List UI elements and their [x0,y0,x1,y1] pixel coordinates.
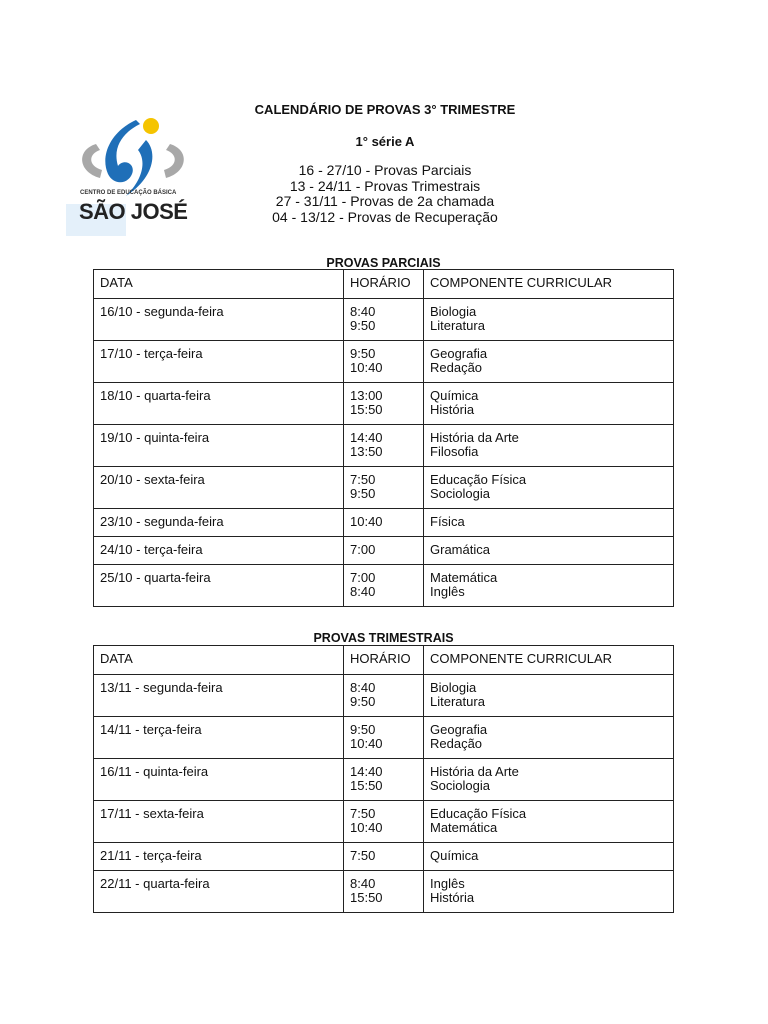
date-cell: 22/11 - quarta-feira [94,871,344,913]
time-value: 14:40 [350,430,383,445]
subject-value: Gramática [430,542,490,557]
school-logo [66,106,200,236]
table-row [94,467,674,509]
subject-value: Matemática [430,570,498,585]
subject-value: Educação Física [430,806,527,821]
time-value: 9:50 [350,694,376,709]
period-item: 13 - 24/11 - Provas Trimestrais [289,177,481,194]
subject-cell [424,675,674,717]
subject-cell [424,537,674,565]
subject-cell [424,717,674,759]
time-cell [344,843,424,871]
time-cell [344,565,424,607]
subject-value: Filosofia [430,444,479,459]
subject-value: Literatura [430,694,485,709]
time-cell [344,341,424,383]
date-cell: 17/11 - sexta-feira [94,801,344,843]
table-row [94,537,674,565]
date-cell: 20/10 - sexta-feira [94,467,344,509]
time-value: 10:40 [350,736,383,751]
time-cell [344,537,424,565]
subject-cell [424,467,674,509]
period-item: 04 - 13/12 - Provas de Recuperação [272,208,498,225]
table-row [94,843,674,871]
subject-value: Geografia [430,722,488,737]
subject-cell [424,801,674,843]
date-cell: 23/10 - segunda-feira [94,509,344,537]
document-title: CALENDÁRIO DE PROVAS 3° TRIMESTRE [254,102,516,117]
table-row [94,565,674,607]
table-row [94,425,674,467]
subject-value: Educação Física [430,472,527,487]
time-value: 7:50 [350,472,376,487]
date-cell: 17/10 - terça-feira [94,341,344,383]
period-item: 27 - 31/11 - Provas de 2a chamada [275,193,495,209]
subject-value: Biologia [430,304,477,319]
subject-cell [424,871,674,913]
section-title-parciais: PROVAS PARCIAIS [326,256,441,270]
time-cell [344,425,424,467]
subject-value: Redação [430,736,483,751]
subject-cell [424,509,674,537]
logo-small-text: CENTRO DE EDUCAÇÃO BÁSICA [80,190,177,196]
column-header-componente: COMPONENTE CURRICULAR [424,646,674,675]
table-row [94,675,674,717]
subject-value: Geografia [430,346,488,361]
time-cell [344,717,424,759]
table-header-row [94,646,674,675]
time-value: 13:50 [350,444,383,459]
time-cell [344,675,424,717]
table-row [94,341,674,383]
table-row [94,299,674,341]
time-value: 8:40 [350,876,376,891]
date-cell: 21/11 - terça-feira [94,843,344,871]
class-name: 1° série A [355,134,415,149]
column-header-componente: COMPONENTE CURRICULAR [424,270,674,299]
table-row [94,383,674,425]
table-row [94,871,674,913]
time-value: 9:50 [350,318,376,333]
subject-cell [424,565,674,607]
time-value: 9:50 [350,346,376,361]
time-value: 15:50 [350,890,383,905]
subject-cell [424,299,674,341]
subject-value: História [430,890,475,905]
subject-value: História [430,402,475,417]
subject-value: Inglês [430,584,465,599]
time-value: 13:00 [350,388,383,403]
time-cell [344,383,424,425]
time-cell [344,509,424,537]
subject-value: Literatura [430,318,485,333]
subject-cell [424,425,674,467]
time-value: 15:50 [350,778,383,793]
table-header-row [94,270,674,299]
time-value: 7:00 [350,570,376,585]
subject-cell [424,843,674,871]
subject-value: Inglês [430,876,465,891]
time-cell [344,871,424,913]
time-value: 7:50 [350,806,376,821]
time-value: 9:50 [350,486,376,501]
subject-value: Biologia [430,680,477,695]
date-cell: 16/11 - quinta-feira [94,759,344,801]
time-value: 7:50 [350,848,376,863]
time-value: 15:50 [350,402,383,417]
date-cell: 16/10 - segunda-feira [94,299,344,341]
subject-cell [424,759,674,801]
subject-cell [424,341,674,383]
table-row [94,801,674,843]
time-value: 10:40 [350,820,383,835]
date-cell: 19/10 - quinta-feira [94,425,344,467]
subject-value: História da Arte [430,430,519,445]
date-cell: 25/10 - quarta-feira [94,565,344,607]
time-cell [344,467,424,509]
section-title-trimestrais: PROVAS TRIMESTRAIS [313,631,454,645]
time-cell [344,801,424,843]
logo-name: SÃO JOSÉ [79,199,188,224]
time-value: 10:40 [350,514,383,529]
column-header-data: DATA [94,270,344,299]
table-row [94,717,674,759]
time-value: 10:40 [350,360,383,375]
date-cell: 14/11 - terça-feira [94,717,344,759]
subject-value: História da Arte [430,764,519,779]
time-value: 8:40 [350,584,376,599]
table-parciais [93,269,674,607]
subject-value: Física [430,514,465,529]
date-cell: 18/10 - quarta-feira [94,383,344,425]
time-value: 9:50 [350,722,376,737]
time-value: 7:00 [350,542,376,557]
subject-value: Redação [430,360,483,375]
exam-periods [220,163,550,225]
subject-value: Sociologia [430,486,490,501]
subject-value: Matemática [430,820,498,835]
column-header-horario: HORÁRIO [344,646,424,675]
date-cell: 24/10 - terça-feira [94,537,344,565]
time-value: 8:40 [350,680,376,695]
column-header-horario: HORÁRIO [344,270,424,299]
time-cell [344,299,424,341]
subject-value: Química [430,848,479,863]
time-cell [344,759,424,801]
table-row [94,759,674,801]
column-header-data: DATA [94,646,344,675]
subject-cell [424,383,674,425]
subject-value: Química [430,388,479,403]
date-cell: 13/11 - segunda-feira [94,675,344,717]
period-item: 16 - 27/10 - Provas Parciais [298,162,472,178]
table-row [94,509,674,537]
time-value: 8:40 [350,304,376,319]
table-trimestrais [93,645,674,913]
time-value: 14:40 [350,764,383,779]
subject-value: Sociologia [430,778,490,793]
